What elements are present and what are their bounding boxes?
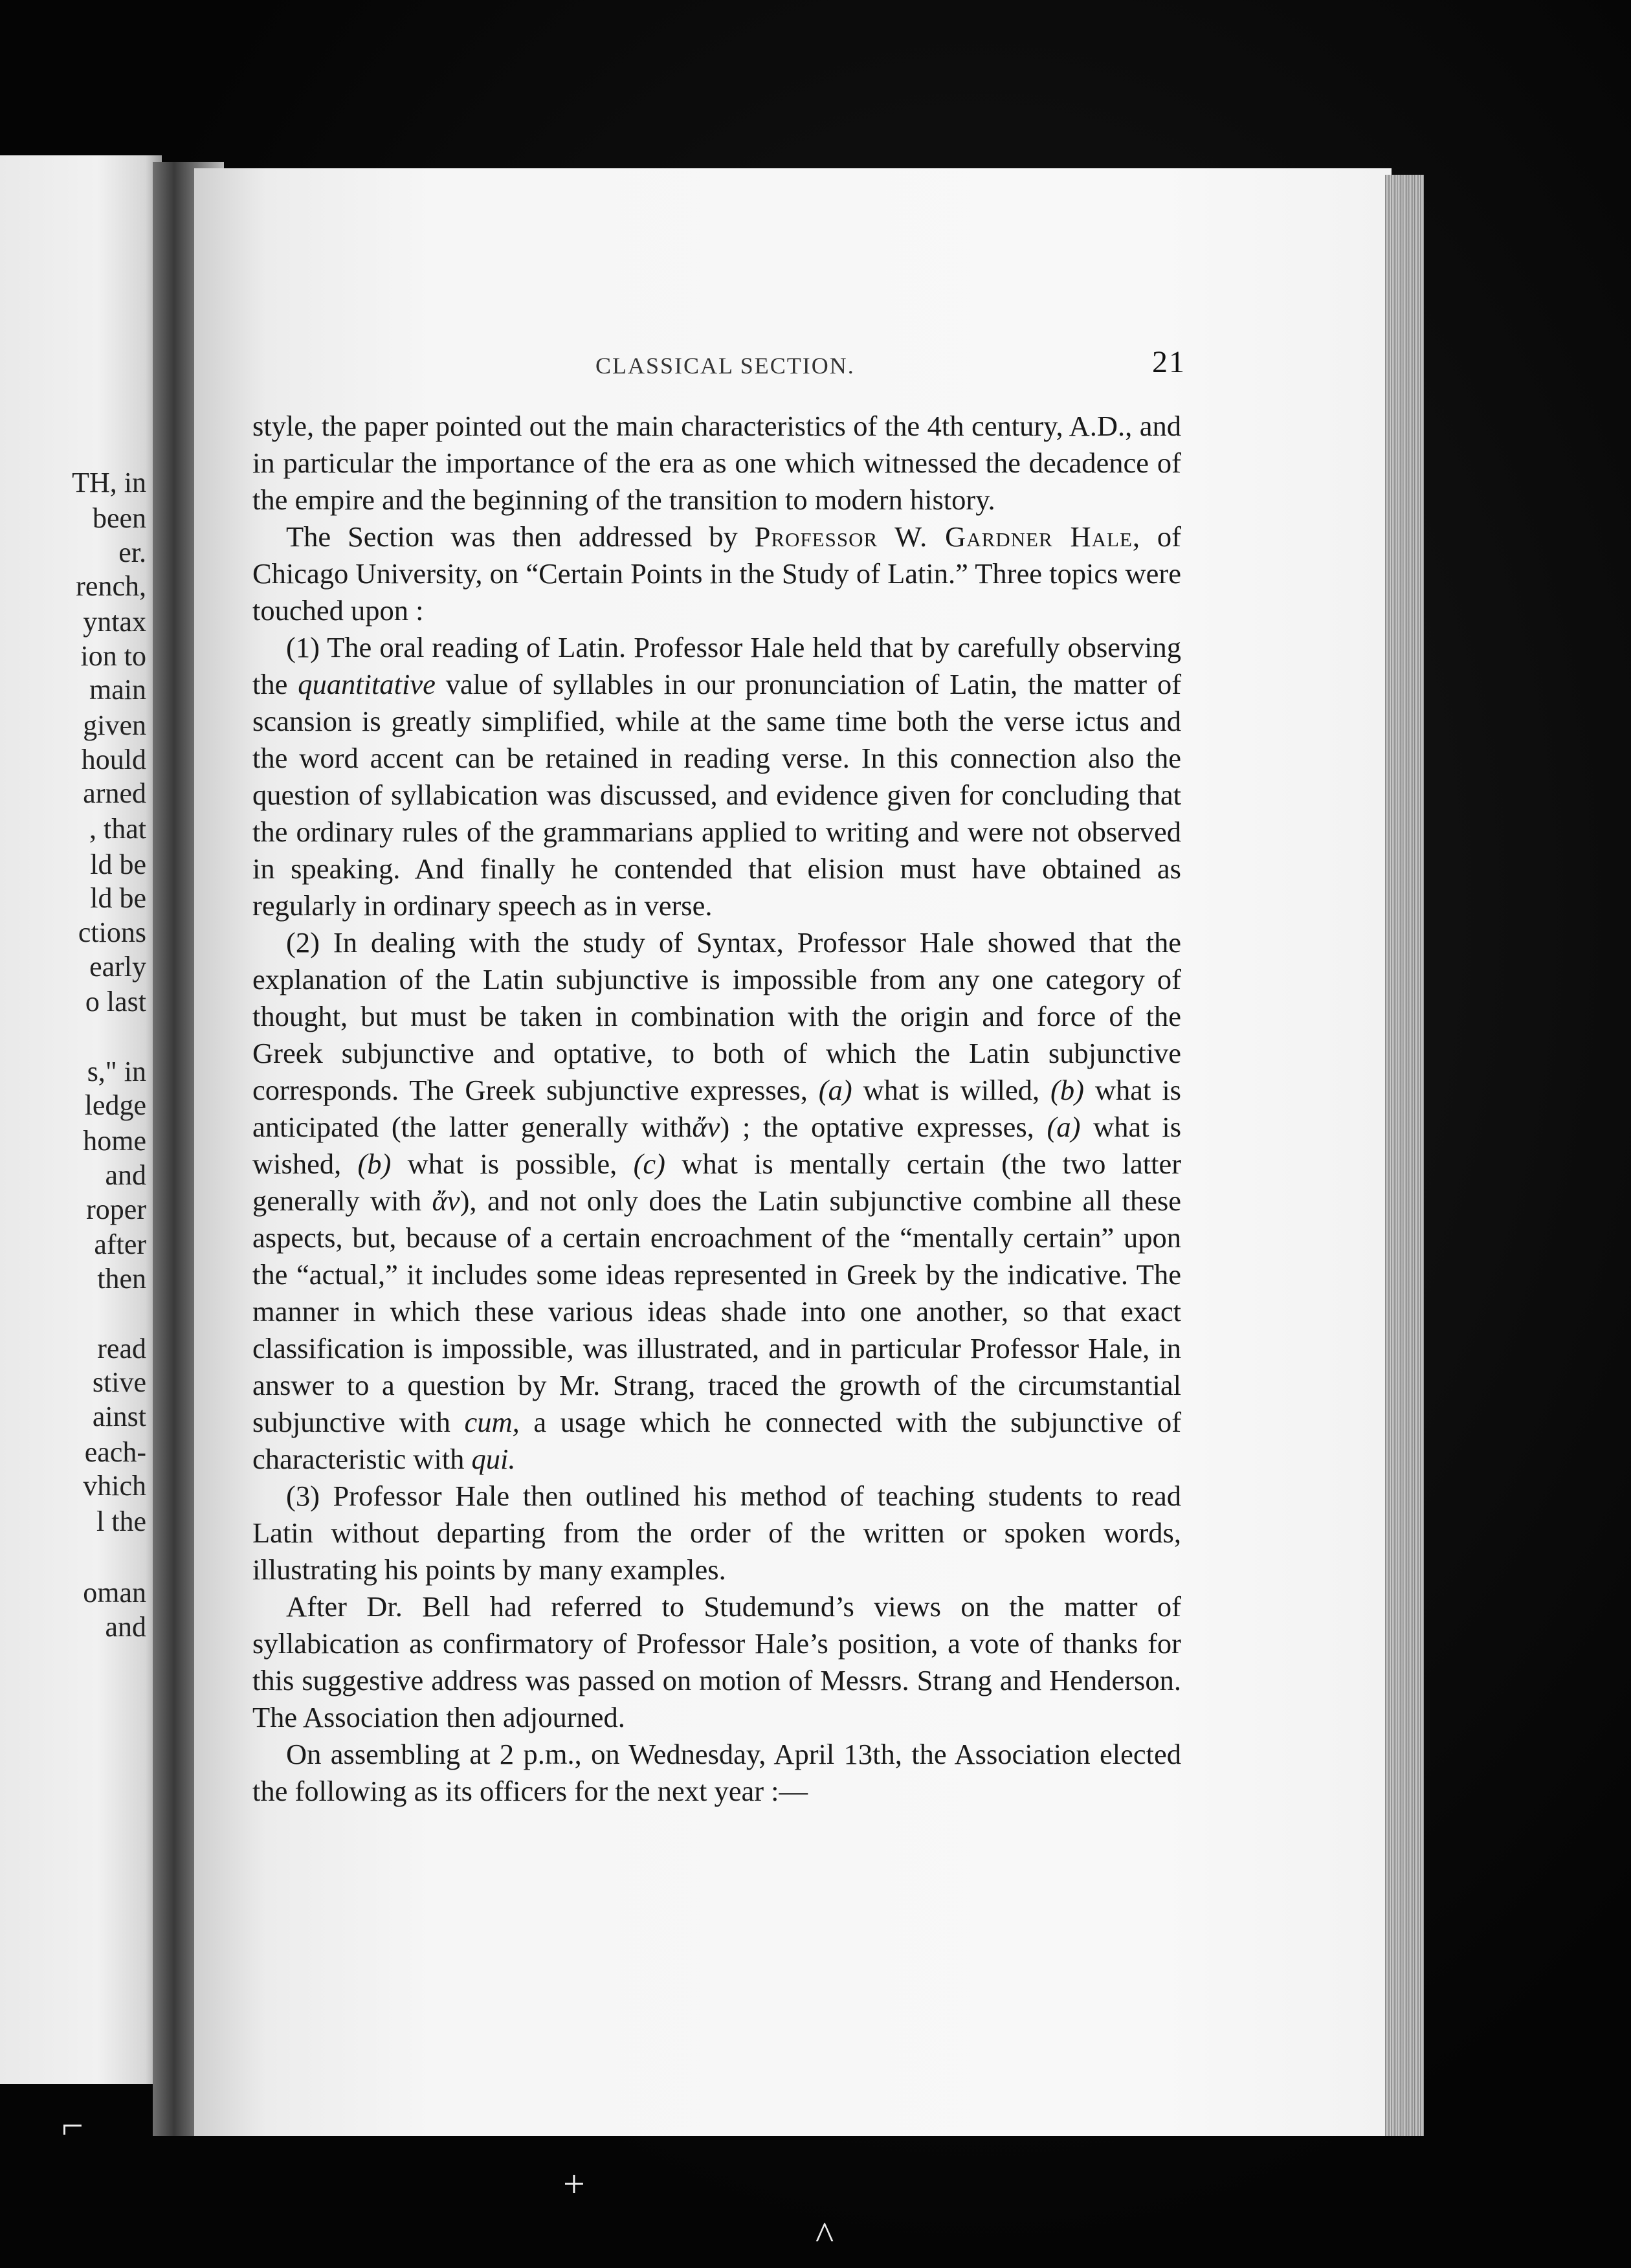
latin-qui: qui.: [471, 1443, 516, 1475]
facing-page-fragment: ledge: [84, 1089, 146, 1121]
paragraph-4-text-g: what is mentally certain (the two latter generally with: [252, 1148, 1182, 1217]
facing-page: [0, 155, 162, 2084]
scan-artifact-mark: ⌐: [61, 2104, 83, 2147]
latin-cum: cum,: [464, 1406, 520, 1438]
paragraph-4-text-h: ), and not only does the Latin subjunctive combine all these aspects, but, because of a certain encroachment of the “mentally certain” upon the “actual,” it includes some ideas represented in Greek by the indicative. The manner in which these various ideas shade into one another, so that exact classification is impossible, was illustrated, and in particular Professor Hale, in answer to a question by Mr. Strang, traced the growth of the circumstantial subjunctive with: [252, 1184, 1182, 1438]
facing-page-fragment: roper: [86, 1194, 146, 1225]
facing-page-fragment: rench,: [76, 570, 146, 602]
paragraph-4-text-f: what is possible,: [407, 1148, 617, 1180]
paragraph-4-text-c: what is anticipated (the latter generally with: [252, 1074, 1182, 1143]
scan-artifact-mark: ^: [816, 2214, 834, 2257]
paragraph-3-text-b: value of syllables in our pronunciation of Latin, the matter of scansion is greatly simplified, while at the same time both the verse ictus and the word accent can be retained in reading verse. In this connection also the question of syllabication was discussed, and evidence given for concluding that the ordinary rules of the grammarians applied to writing and were not observed in speaking. And finally he contended that elision must have obtained as regularly in ordinary speech as in verse.: [252, 668, 1182, 922]
facing-page-fragment: TH, in: [72, 467, 146, 498]
facing-page-fragment: ion to: [80, 640, 146, 672]
greek-an: ἄν: [692, 1111, 720, 1143]
paragraph-7: On assembling at 2 p.m., on Wednesday, April 13th, the Association elected the following as its officers for the next year :—: [252, 1738, 1181, 1807]
facing-page-fragment: and: [105, 1611, 146, 1643]
facing-page-fragment: main: [89, 674, 146, 706]
facing-page-fragment: s," in: [87, 1056, 146, 1087]
paragraph-4: [252, 924, 1181, 1478]
letter-a: (a): [818, 1074, 852, 1106]
facing-page-fragment: arned: [83, 777, 146, 809]
scan-artifact-mark: +: [563, 2162, 585, 2205]
facing-page-fragment: read: [97, 1333, 146, 1364]
facing-page-fragment: oman: [83, 1577, 146, 1608]
facing-page-fragment: ainst: [92, 1401, 146, 1432]
facing-page-fragment: stive: [92, 1366, 146, 1398]
facing-page-fragment: been: [92, 502, 146, 534]
facing-page-fragment: ld be: [90, 882, 146, 914]
facing-page-fragment: ctions: [78, 917, 146, 948]
facing-page-fragment: l the: [96, 1506, 146, 1537]
facing-page-fragment: , that: [89, 813, 146, 845]
letter-c: (c): [633, 1148, 665, 1180]
paragraph-4-text-d: ) ; the optative expresses,: [720, 1111, 1034, 1143]
facing-page-fragment: and: [105, 1159, 146, 1191]
facing-page-fragment: vhich: [83, 1470, 146, 1502]
facing-page-fragment: then: [97, 1263, 146, 1295]
facing-page-fragment: after: [94, 1228, 146, 1260]
facing-page-fragment: o last: [85, 986, 146, 1017]
facing-page-fragment: early: [89, 951, 146, 983]
facing-page-fragment: yntax: [83, 606, 146, 638]
page-number: 21: [1152, 345, 1186, 379]
speaker-name: Professor W. Gardner Hale,: [754, 520, 1141, 553]
facing-page-fragment: home: [83, 1125, 146, 1157]
paragraph-4-text-b: what is willed,: [863, 1074, 1040, 1106]
paragraph-4-text-i: a usage which he connected with the subjunctive of characteristic with: [252, 1406, 1182, 1475]
facing-page-fragment: each-: [84, 1436, 146, 1468]
paragraph-3-text: (1) The oral reading of Latin. Professor Hale held that by carefully observing the: [252, 631, 1181, 700]
paragraph-2-text-b: of Chicago University, on “Certain Points in the Study of Latin.” Three topics were touched upon :: [252, 520, 1181, 627]
paragraph-2: [252, 518, 1181, 629]
body-text: [252, 408, 1181, 1810]
facing-page-fragment: ld be: [90, 849, 146, 880]
facing-page-fragment: er.: [118, 537, 146, 568]
greek-an-2: ἄν: [432, 1184, 460, 1217]
letter-b-2: (b): [357, 1148, 392, 1180]
paragraph-5: (3) Professor Hale then outlined his method of teaching students to read Latin without departing from the order of the written or spoken words, illustrating his points by many examples.: [252, 1480, 1181, 1586]
letter-b: (b): [1050, 1074, 1084, 1106]
paragraph-4-text: (2) In dealing with the study of Syntax, Professor Hale showed that the explanation of the Latin subjunctive is impossible from any one category of thought, but must be taken in combination with the origin and force of the Greek subjunctive and optative, to both of which the Latin subjunctive corresponds. The Greek subjunctive expresses,: [252, 926, 1181, 1106]
paragraph-1: style, the paper pointed out the main characteristics of the 4th century, A.D., and in particular the importance of the era as one which witnessed the decadence of the empire and the beginning of the transition to modern history.: [252, 410, 1181, 516]
paragraph-3: [252, 629, 1181, 924]
paragraph-4-text-e: what is wished,: [252, 1111, 1182, 1180]
page-edge: [1385, 175, 1424, 2136]
running-head-title: CLASSICAL SECTION.: [595, 353, 855, 379]
facing-page-fragment: hould: [81, 744, 146, 775]
paragraph-2-text: The Section was then addressed by: [286, 520, 738, 553]
italic-term: quantitative: [298, 668, 436, 700]
letter-a-2: (a): [1047, 1111, 1081, 1143]
facing-page-fragment: given: [83, 709, 146, 741]
paragraph-6: After Dr. Bell had referred to Studemund’s views on the matter of syllabication as confirmatory of Professor Hale’s position, a vote of thanks for this suggestive address was passed on motion of Messrs. Strang and Henderson. The Association then adjourned.: [252, 1590, 1181, 1733]
